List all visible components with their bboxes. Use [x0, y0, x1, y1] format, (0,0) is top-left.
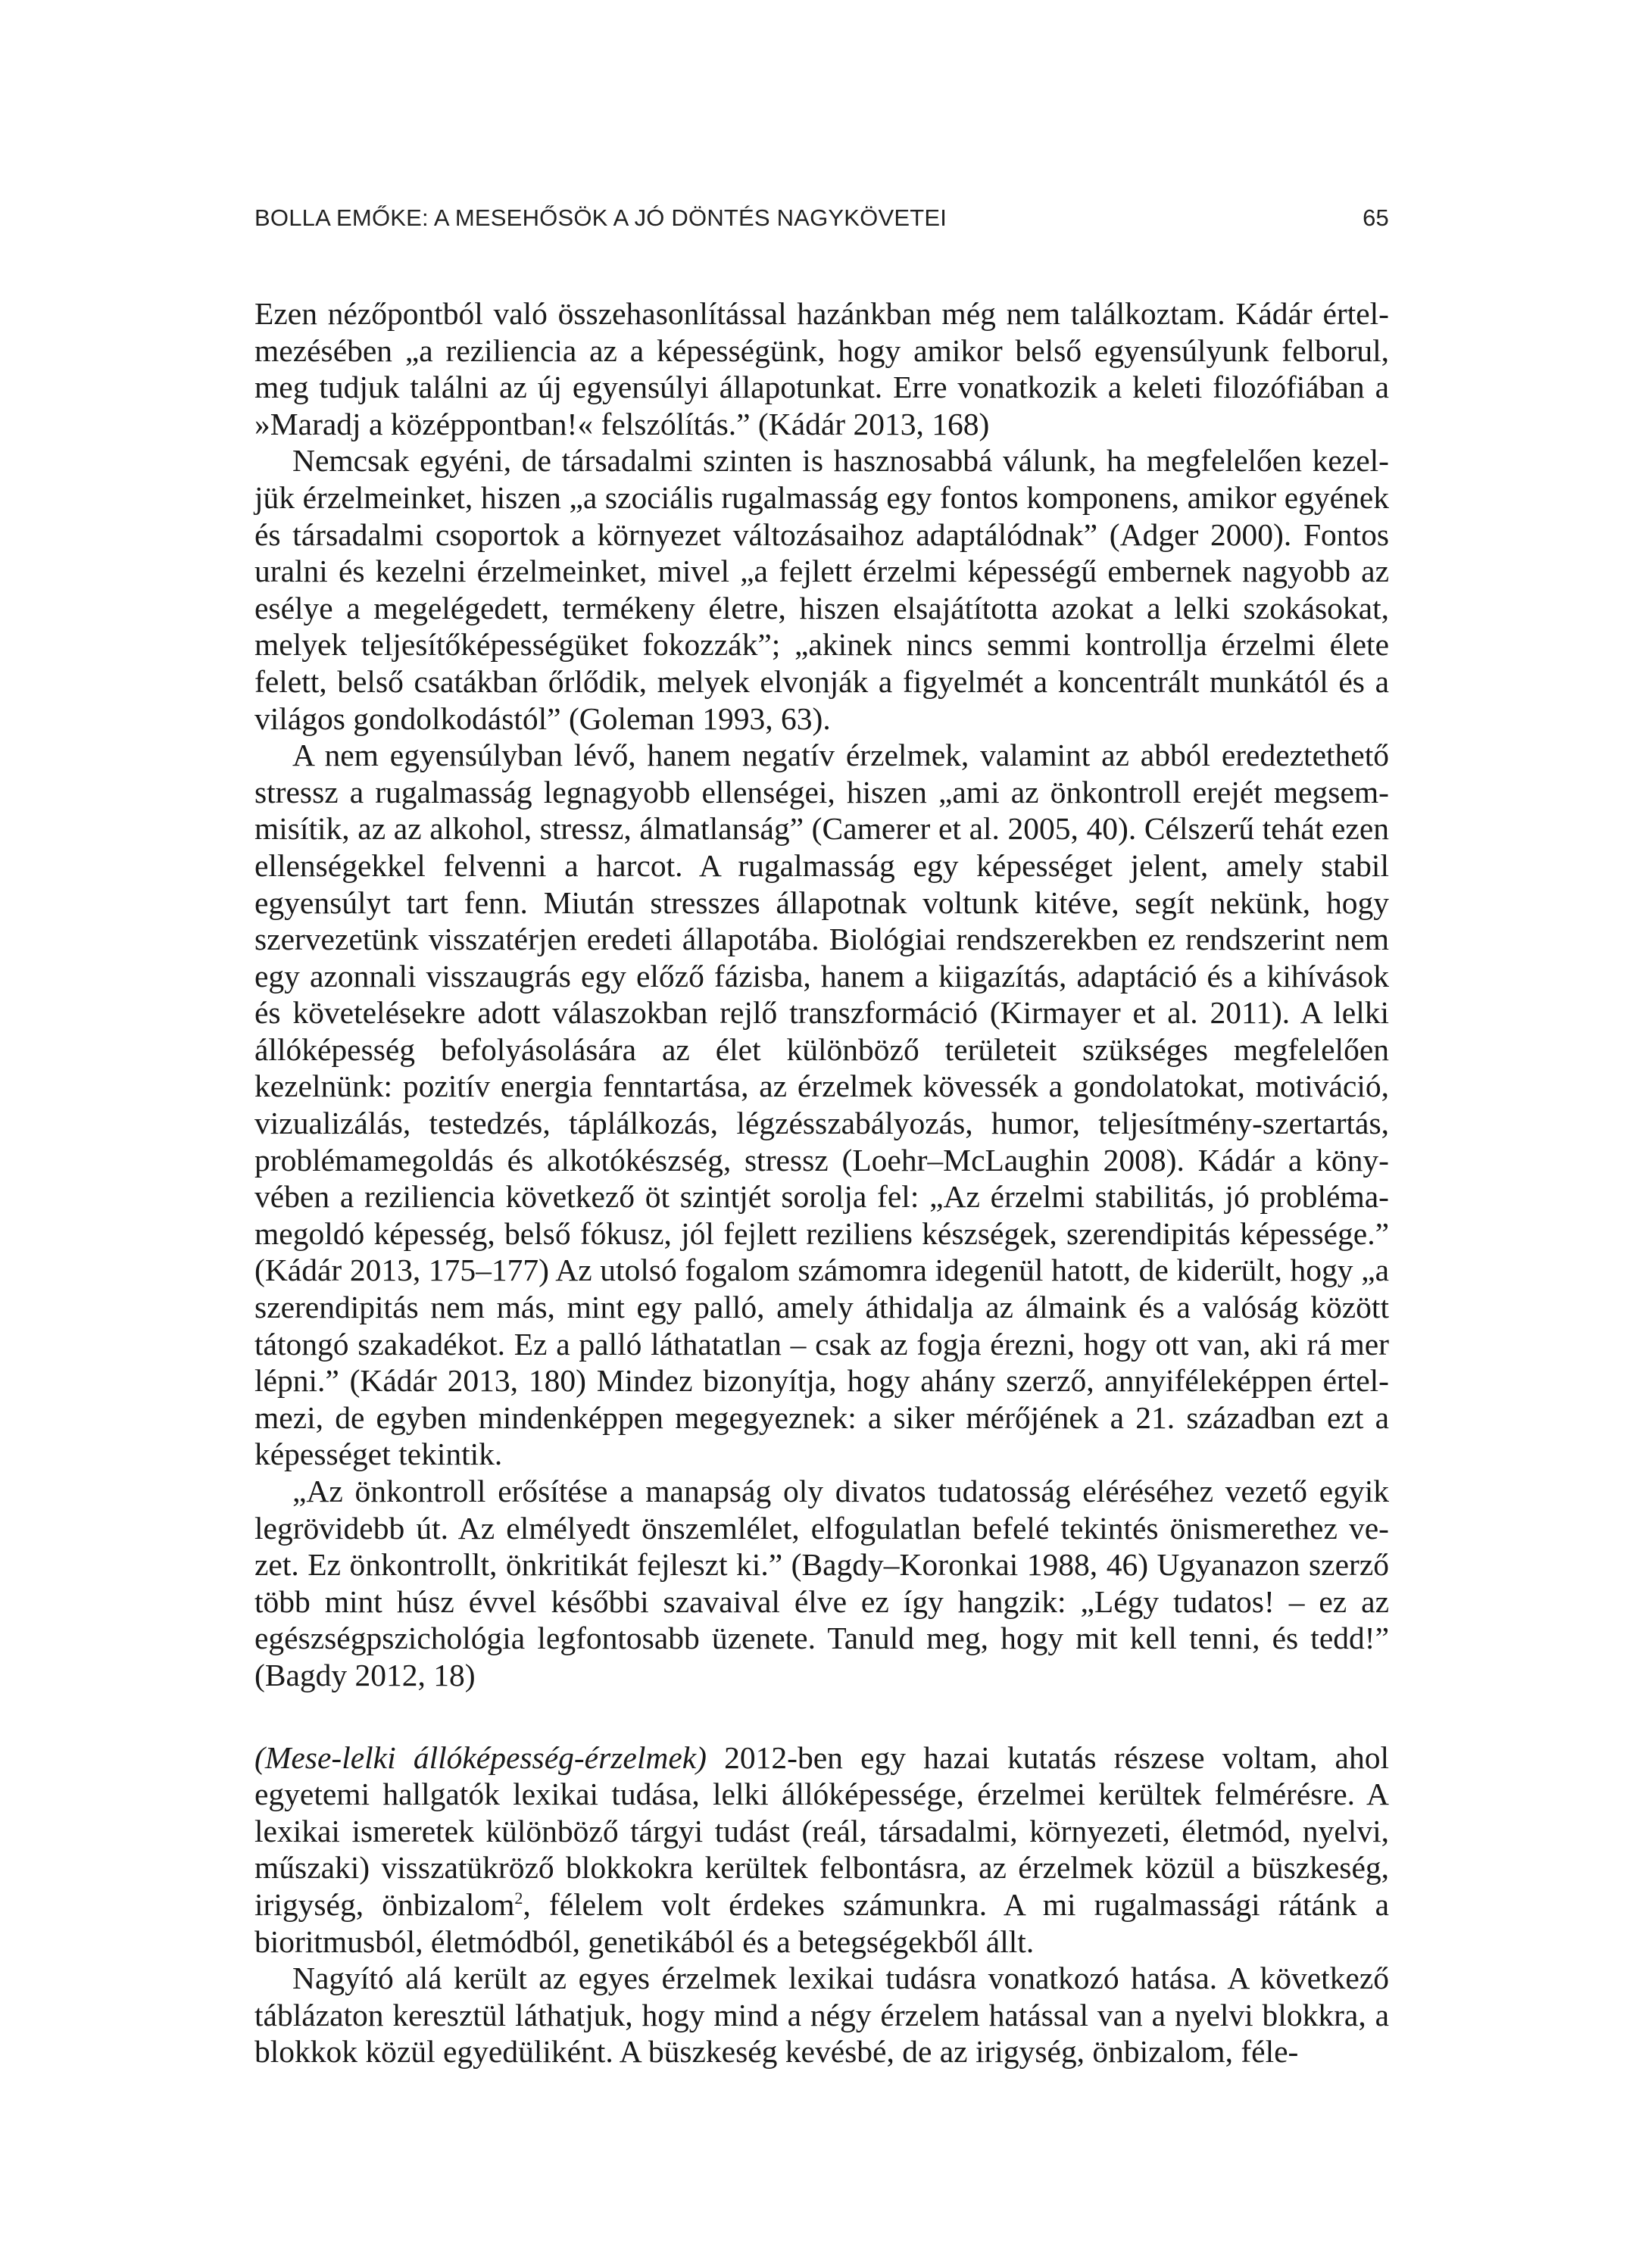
- paragraph-3: A nem egyensúlyban lévő, hanem negatív érzelmek, valamint az abból eredeztethető stressz a rugalmasság legnagyobb ellenségei, hiszen „ami az önkontroll erejét megsemmisítik, az az alkohol, stressz, álmatlanság” (Camerer et al. 2005, 40). Célszerű tehát ezen ellenségekkel felvenni a harcot. A rugalmasság egy képességet jelent, amely stabil egyensúlyt tart fenn. Miután stresszes állapotnak voltunk kitéve, segít nekünk, hogy szervezetünk visszatérjen eredeti állapotába. Biológiai rendszerekben ez rendszerint nem egy azonnali visszaugrás egy előző fázisba, hanem a kiigazítás, adaptáció és a kihívások és követelésekre adott válaszokban rejlő transzformáció (Kirmayer et al. 2011). A lelki állóképesség befolyásolására az élet különböző területeit szükséges megfelelően kezelnünk: pozitív energia fenntartása, az érzelmek kövessék a gondolatokat, motiváció, vizualizálás, testedzés, táplálkozás, légzésszabályozás, humor, teljesítmény-szertartás, problémamegoldás és alkotókészség, stressz (Loehr–McLaughin 2008). Kádár a könyvében a reziliencia következő öt szintjét sorolja fel: „Az érzelmi stabilitás, jó problémamegoldó képesség, belső fókusz, jól fejlett reziliens készségek, szerendipitás képessége.” (Kádár 2013, 175–177) Az utolsó fogalom számomra idegenül hatott, de kiderült, hogy „a szerendipitás nem más, mint egy palló, amely áthidalja az álmaink és a valóság között tátongó szakadékot. Ez a palló láthatatlan – csak az fogja érezni, hogy ott van, aki rá mer lépni.” (Kádár 2013, 180) Mindez bizonyítja, hogy ahány szerző, annyiféleképpen értelmezi, de egyben mindenképpen megegyeznek: a siker mérőjének a 21. században ezt a képességet tekintik.: [254, 738, 1389, 1472]
- running-header: [254, 204, 1389, 232]
- paragraph-1: Ezen nézőpontból való összehasonlítással hazánkban még nem találkoztam. Kádár értelmezésében „a reziliencia az a képességünk, hogy amikor belső egyensúlyunk felborul, meg tudjuk találni az új egyensúlyi állapotunkat. Erre vonatkozik a keleti filozófiában a »Maradj a középpontban!« felszólítás.” (Kádár 2013, 168): [254, 296, 1389, 441]
- page-number: 65: [1363, 204, 1389, 231]
- main-text: [254, 295, 1389, 2070]
- section-text-2: , félelem volt érdekes számunkra. A mi rugalmassági rátánk a bioritmusból, életmódból, genetikából és a betegségekből állt.: [254, 1886, 1389, 1959]
- section-paragraph: [254, 1739, 1389, 1961]
- footnote-marker[interactable]: 2: [514, 1889, 523, 1908]
- section-text-1: 2012-ben egy hazai kutatás részese voltam, ahol egyetemi hallgatók lexikai tudása, lelki állóképessége, érzelmei kerültek felmérésre. A lexikai ismeretek különböző tárgyi tudást (reál, társadalmi, környezeti, életmód, nyelvi, műszaki) visszatükröző blokkokra kerültek felbontásra, az érzelmek közül a büszkeség, irigység, önbizalom: [254, 1739, 1389, 1922]
- paragraph-2: Nemcsak egyéni, de társadalmi szinten is hasznosabbá válunk, ha megfelelően kezeljük érzelmeinket, hiszen „a szociális rugalmasság egy fontos komponens, amikor egyének és társadalmi csoportok a környezet változásaihoz adaptálódnak” (Adger 2000). Fontos uralni és kezelni érzelmeinket, mivel „a fejlett érzelmi képességű embernek nagyobb az esélye a megelégedett, termékeny életre, hiszen elsajátította azokat a lelki szokásokat, melyek teljesítőképességüket fokozzák”; „akinek nincs semmi kontrollja érzelmi élete felett, belső csatákban őrlődik, melyek elvonják a figyelmét a koncentrált munkától és a világos gondolkodástól” (Goleman 1993, 63).: [254, 443, 1389, 736]
- closing-paragraph: Nagyító alá került az egyes érzelmek lexikai tudásra vonatkozó hatása. A következő táblázaton keresztül láthatjuk, hogy mind a négy érzelem hatással van a nyelvi blokkra, a blokkok közül egyedüliként. A büszkeség kevésbé, de az irigység, önbizalom, féle-: [254, 1961, 1389, 2070]
- running-title: BOLLA EMŐKE: A MESEHŐSÖK A JÓ DÖNTÉS NAGYKÖVETEI: [254, 204, 947, 231]
- section-lead-in: (Mese-lelki állóképesség-érzelmek): [254, 1739, 707, 1775]
- quote-paragraph: „Az önkontroll erősítése a manapság oly divatos tudatosság eléréséhez vezető egyik legrövidebb út. Az elmélyedt önszemlélet, elfogulatlan befelé tekintés önismerethez vezet. Ez önkontrollt, önkritikát fejleszt ki.” (Bagdy–Koronkai 1988, 46) Ugyanazon szerző több mint húsz évvel későbbi szavaival élve ez így hangzik: „Légy tudatos! – ez az egészségpszichológia legfontosabb üzenete. Tanuld meg, hogy mit kell tenni, és tedd!” (Bagdy 2012, 18): [254, 1474, 1389, 1692]
